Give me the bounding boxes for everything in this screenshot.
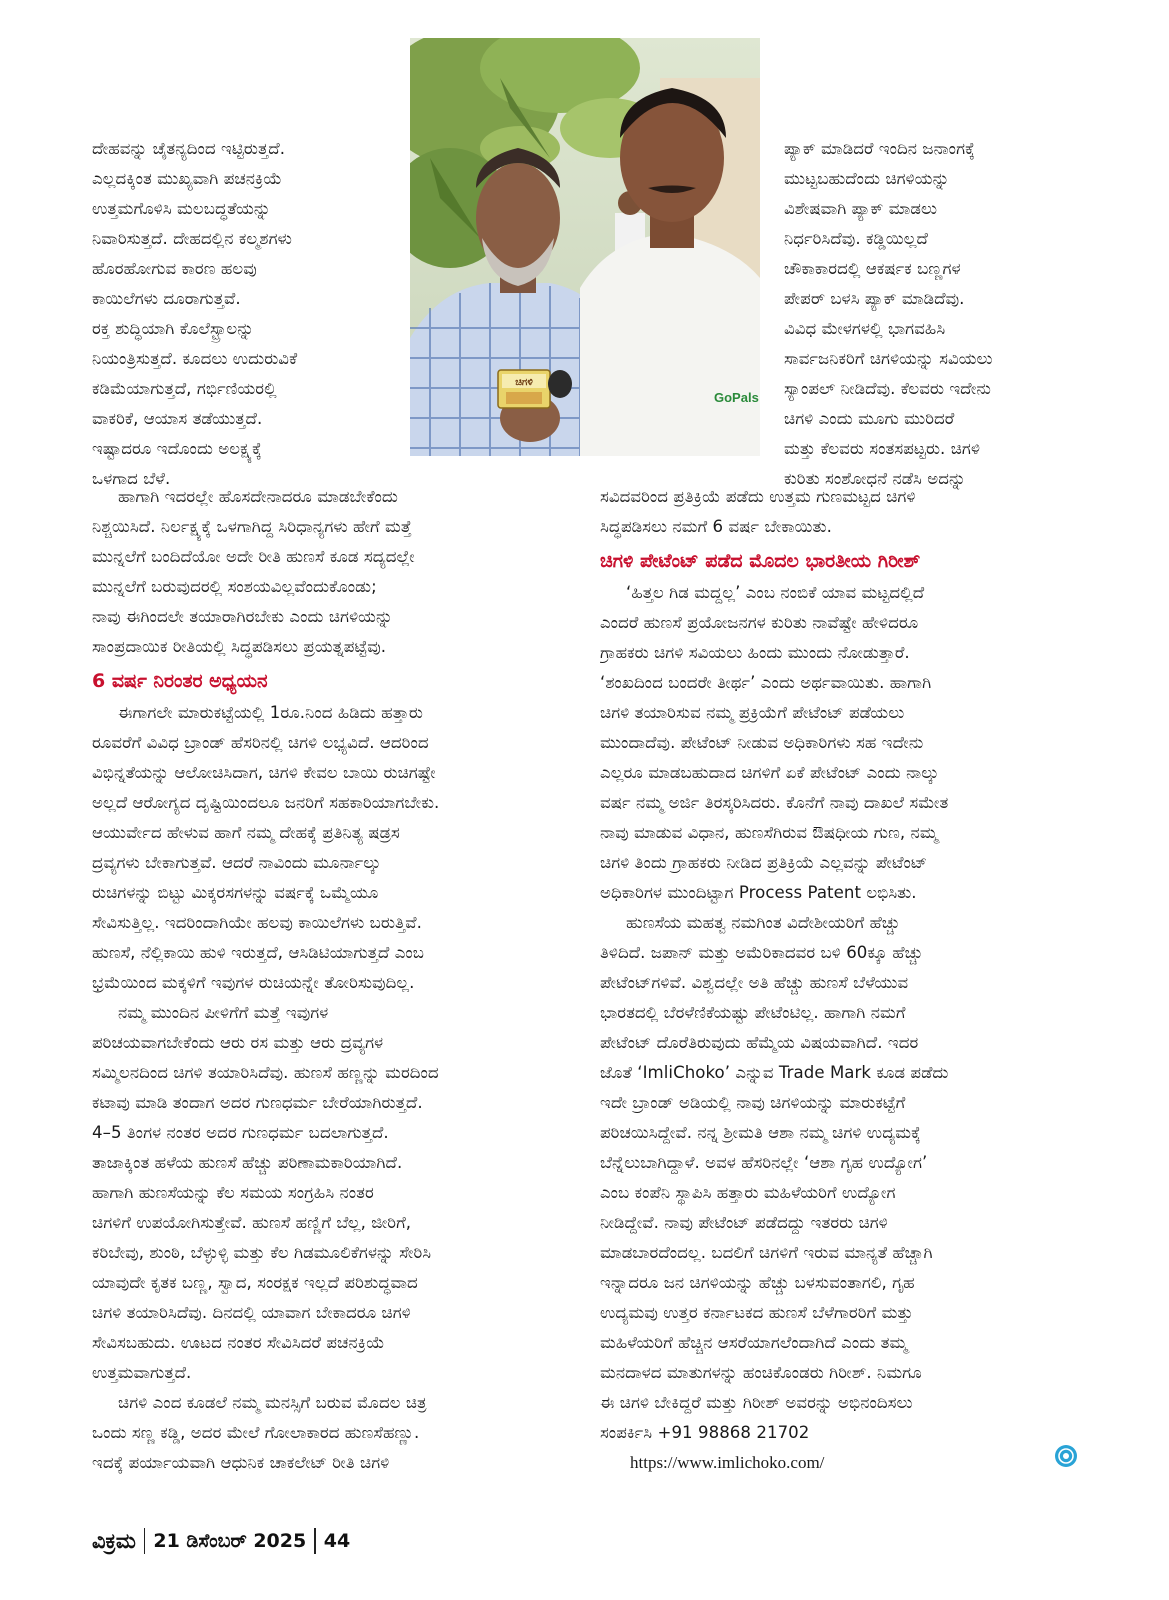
column-top-right: [784, 134, 1066, 494]
issue-date: 21 ಡಿಸೆಂಬರ್ 2025: [153, 1530, 307, 1552]
text-line: ಚಿಗಳಿ ಎಂದ ಕೂಡಲೆ ನಮ್ಮ ಮನಸ್ಸಿಗೆ ಬರುವ ಮೊದಲ ಚಿತ್ರ: [118, 1393, 427, 1412]
text-line: ಮನದಾಳದ ಮಾತುಗಳನ್ನು ಹಂಚಿಕೊಂಡರು ಗಿರೀಶ್. ನಿಮಗೂ: [600, 1363, 922, 1382]
text-line: ನಾವು ಮಾಡುವ ವಿಧಾನ, ಹುಣಸೆಗಿರುವ ಔಷಧೀಯ ಗುಣ, ನಮ್ಮ: [600, 823, 938, 842]
text-line: ನಿಶ್ಚಯಿಸಿದೆ. ನಿರ್ಲಕ್ಷ್ಯಕ್ಕೆ ಒಳಗಾಗಿದ್ದ ಸಿರಿಧಾನ್ಯಗಳು ಹೇಗೆ ಮತ್ತೆ: [92, 517, 412, 536]
text-line: ಹಾಗಾಗಿ ಹುಣಸೆಯನ್ನು ಕೆಲ ಸಮಯ ಸಂಗ್ರಹಿಸಿ ನಂತರ: [92, 1183, 374, 1202]
text-line: ಪೇಪರ್ ಬಳಸಿ ಪ್ಯಾಕ್ ಮಾಡಿದೆವು.: [784, 289, 965, 308]
text-line: ರುಚಿಗಳನ್ನು ಬಿಟ್ಟು ಮಿಕ್ಕರಸಗಳನ್ನು ವರ್ಷಕ್ಕೆ ಒಮ್ಮೆಯೂ: [92, 883, 379, 902]
text-line: ‘ಹಿತ್ತಲ ಗಿಡ ಮದ್ದಲ್ಲ’ ಎಂಬ ನಂಬಿಕೆ ಯಾವ ಮಟ್ಟದಲ್ಲಿದೆ: [626, 583, 925, 602]
text-line: ನಿಯಂತ್ರಿಸುತ್ತದೆ. ಕೂದಲು ಉದುರುವಿಕೆ: [92, 349, 298, 368]
text-line: ತಾಜಾಕ್ಕಿಂತ ಹಳೆಯ ಹುಣಸೆ ಹೆಚ್ಚು ಪರಿಣಾಮಕಾರಿಯಾಗಿದೆ.: [92, 1153, 403, 1172]
text-line: ವಿಭಿನ್ನತೆಯನ್ನು ಆಲೋಚಿಸಿದಾಗ, ಚಿಗಳಿ ಕೇವಲ ಬಾಯಿ ರುಚಿಗಷ್ಟೇ: [92, 763, 436, 782]
text-line: ತಿಳಿದಿದೆ. ಜಪಾನ್ ಮತ್ತು ಅಮೆರಿಕಾದವರ ಬಳಿ 60ಕ್ಕೂ ಹೆಚ್ಚು: [600, 943, 923, 962]
paragraph-chocolate: [92, 1388, 566, 1478]
page-number: 44: [323, 1530, 351, 1552]
footer-divider: [144, 1528, 146, 1554]
text-line: ರೂವರೆಗೆ ವಿವಿಧ ಬ್ರಾಂಡ್ ಹೆಸರಿನಲ್ಲಿ ಚಿಗಳಿ ಲಭ್ಯವಿದೆ. ಆದರಿಂದ: [92, 733, 429, 752]
text-line: ಅಧಿಕಾರಿಗಳ ಮುಂದಿಟ್ಟಾಗ Process Patent ಲಭಿಸಿತು.: [600, 883, 917, 902]
text-line: ಇದಕ್ಕೆ ಪರ್ಯಾಯವಾಗಿ ಆಧುನಿಕ ಚಾಕಲೇಟ್ ರೀತಿ ಚಿಗಳಿ: [92, 1453, 390, 1472]
text-line: ಚೌಕಾಕಾರದಲ್ಲಿ ಆಕರ್ಷಕ ಬಣ್ಣಗಳ: [784, 259, 961, 278]
text-line: ಆಯುರ್ವೇದ ಹೇಳುವ ಹಾಗೆ ನಮ್ಮ ದೇಹಕ್ಕೆ ಪ್ರತಿನಿತ್ಯ ಷಡ್ರಸ: [92, 823, 400, 842]
text-line: ಎಂದರೆ ಹುಣಸೆ ಪ್ರಯೋಜನಗಳ ಕುರಿತು ನಾವೆಷ್ಟೇ ಹೇಳಿದರೂ: [600, 613, 919, 632]
text-line: ಉತ್ತಮವಾಗುತ್ತದೆ.: [92, 1363, 192, 1382]
paragraph-feedback: [600, 482, 1066, 542]
text-line: ನೀಡಿದ್ದೇವೆ. ನಾವು ಪೇಟೆಂಟ್ ಪಡೆದದ್ದು ಇತರರು ಚಿಗಳಿ: [600, 1213, 888, 1232]
text-line: ಸಿದ್ಧಪಡಿಸಲು ನಮಗೆ 6 ವರ್ಷ ಬೇಕಾಯಿತು.: [600, 517, 832, 536]
text-line: ವಾಕರಿಕೆ, ಆಯಾಸ ತಡೆಯುತ್ತದೆ.: [92, 409, 263, 428]
heading-patent: ಚಿಗಳಿ ಪೇಟೆಂಟ್ ಪಡೆದ ಮೊದಲ ಭಾರತೀಯ ಗಿರೀಶ್: [600, 550, 921, 572]
end-of-article-icon: [1054, 1444, 1078, 1468]
text-line: ಬೆನ್ನೆಲುಬಾಗಿದ್ದಾಳೆ. ಅವಳ ಹೆಸರಿನಲ್ಲೇ ‘ಆಶಾ ಗೃಹ ಉದ್ಯೋಗ’: [600, 1153, 928, 1172]
text-line: ಕುರಿತು ಸಂಶೋಧನೆ ನಡೆಸಿ ಅದನ್ನು: [784, 469, 966, 488]
footer-divider: [314, 1528, 316, 1554]
text-line: ಪೇಟೆಂಟ್‌ಗಳಿವೆ. ವಿಶ್ವದಲ್ಲೇ ಅತಿ ಹೆಚ್ಚು ಹುಣಸೆ ಬೆಳೆಯುವ: [600, 973, 909, 992]
column-top-left: [92, 134, 392, 494]
text-line: ಮುನ್ನಲೆಗೆ ಬರುವುದರಲ್ಲಿ ಸಂಶಯವಿಲ್ಲವೆಂದುಕೊಂಡು;: [92, 577, 377, 596]
text-line: ‘ಶಂಖದಿಂದ ಬಂದರೇ ತೀರ್ಥ’ ಎಂದು ಅರ್ಥವಾಯಿತು. ಹಾಗಾಗಿ: [600, 673, 932, 692]
column-left: [92, 482, 566, 1478]
text-line: ಸೇವಿಸುತ್ತಿಲ್ಲ. ಇದರಿಂದಾಗಿಯೇ ಹಲವು ಕಾಯಿಲೆಗಳು ಬರುತ್ತಿವೆ.: [92, 913, 422, 932]
text-line: ಪರಿಚಯವಾಗಬೇಕೆಂದು ಆರು ರಸ ಮತ್ತು ಆರು ದ್ರವ್ಯಗಳ: [92, 1033, 384, 1052]
text-line: ಗ್ರಾಹಕರು ಚಿಗಳಿ ಸವಿಯಲು ಹಿಂದು ಮುಂದು ನೋಡುತ್ತಾರೆ.: [600, 643, 910, 662]
text-line: ಒಂದು ಸಣ್ಣ ಕಡ್ಡಿ, ಅದರ ಮೇಲೆ ಗೋಲಾಕಾರದ ಹುಣಸೆಹಣ್ಣು.: [92, 1423, 420, 1442]
magazine-name: ವಿಕ್ರಮ: [92, 1529, 136, 1553]
text-line: ನಿರ್ಧರಿಸಿದೆವು. ಕಡ್ಡಿಯಿಲ್ಲದೆ: [784, 229, 928, 248]
paragraph-patent: [600, 578, 1066, 908]
text-line: ಹುಣಸೆ, ನೆಲ್ಲಿಕಾಯಿ ಹುಳಿ ಇರುತ್ತದೆ, ಆಸಿಡಿಟಿಯಾಗುತ್ತದೆ ಎಂಬ: [92, 943, 425, 962]
text-line: ವಿಶೇಷವಾಗಿ ಪ್ಯಾಕ್ ಮಾಡಲು: [784, 199, 938, 218]
paragraph-market: [92, 698, 566, 998]
shirt-logo: GoPals: [714, 390, 759, 405]
text-line: ಕರಿಬೇವು, ಶುಂಠಿ, ಬೆಳ್ಳುಳ್ಳಿ ಮತ್ತು ಕೆಲ ಗಿಡಮೂಲಿಕೆಗಳನ್ನು ಸೇರಿಸಿ: [92, 1243, 432, 1262]
text-line: ನಾವು ಈಗಿಂದಲೇ ತಯಾರಾಗಿರಬೇಕು ಎಂದು ಚಿಗಳಿಯನ್ನು: [92, 607, 393, 626]
text-line: ಇನ್ನಾದರೂ ಜನ ಚಿಗಳಿಯನ್ನು ಹೆಚ್ಚು ಬಳಸುವಂತಾಗಲಿ, ಗೃಹ: [600, 1273, 915, 1292]
text-line: ಚಿಗಳಿ ತಯಾರಿಸುವ ನಮ್ಮ ಪ್ರಕ್ರಿಯೆಗೆ ಪೇಟೆಂಟ್ ಪಡೆಯಲು: [600, 703, 905, 722]
text-line: ಹುಣಸೆಯ ಮಹತ್ವ ನಮಗಿಂತ ವಿದೇಶೀಯರಿಗೆ ಹೆಚ್ಚು: [626, 913, 901, 932]
text-line: ಈಗಾಗಲೇ ಮಾರುಕಟ್ಟೆಯಲ್ಲಿ 1ರೂ.ನಿಂದ ಹಿಡಿದು ಹತ್ತಾರು: [118, 703, 423, 722]
text-line: ವರ್ಷ ನಮ್ಮ ಅರ್ಜಿ ತಿರಸ್ಕರಿಸಿದರು. ಕೊನೆಗೆ ನಾವು ದಾಖಲೆ ಸಮೇತ: [600, 793, 949, 812]
text-line: ವಿವಿಧ ಮೇಳಗಳಲ್ಲಿ ಭಾಗವಹಿಸಿ: [784, 319, 946, 338]
text-line: ಸಂಪರ್ಕಿಸಿ +91 98868 21702: [600, 1423, 810, 1442]
text-line: ಮುಟ್ಟಬಹುದೆಂದು ಚಿಗಳಿಯನ್ನು: [784, 169, 950, 188]
text-line: ಪೇಟೆಂಟ್ ದೊರೆತಿರುವುದು ಹೆಮ್ಮೆಯ ವಿಷಯವಾಗಿದೆ. ಇದರ: [600, 1033, 919, 1052]
text-line: ಇದೇ ಬ್ರಾಂಡ್ ಅಡಿಯಲ್ಲಿ ನಾವು ಚಿಗಳಿಯನ್ನು ಮಾರುಕಟ್ಟೆಗೆ: [600, 1093, 906, 1112]
text-line: ರಕ್ತ ಶುದ್ಧಿಯಾಗಿ ಕೊಲೆಸ್ಟ್ರಾಲನ್ನು: [92, 319, 254, 338]
text-line: ದ್ರವ್ಯಗಳು ಬೇಕಾಗುತ್ತವೆ. ಆದರೆ ನಾವಿಂದು ಮೂರ್ನಾಲ್ಕು: [92, 853, 381, 872]
text-line: ಮಹಿಳೆಯರಿಗೆ ಹೆಚ್ಚಿನ ಆಸರೆಯಾಗಲೆಂದಾಗಿದೆ ಎಂದು ತಮ್ಮ: [600, 1333, 908, 1352]
text-line: ಹೊರಹೋಗುವ ಕಾರಣ ಹಲವು: [92, 259, 257, 278]
text-line: ಪ್ಯಾಕ್ ಮಾಡಿದರೆ ಇಂದಿನ ಜನಾಂಗಕ್ಕೆ: [784, 139, 975, 158]
text-line: ಪರಿಚಯಿಸಿದ್ದೇವೆ. ನನ್ನ ಶ್ರೀಮತಿ ಆಶಾ ನಮ್ಮ ಚಿಗಳಿ ಉದ್ಯಮಕ್ಕೆ: [600, 1123, 921, 1142]
text-line: ಎಲ್ಲದಕ್ಕಿಂತ ಮುಖ್ಯವಾಗಿ ಪಚನಕ್ರಿಯೆ: [92, 169, 283, 188]
text-line: ಕಟಾವು ಮಾಡಿ ತಂದಾಗ ಅದರ ಗುಣಧರ್ಮ ಬೇರೆಯಾಗಿರುತ್ತದೆ.: [92, 1093, 423, 1112]
text-line: ಭ್ರಮೆಯಿಂದ ಮಕ್ಕಳಿಗೆ ಇವುಗಳ ರುಚಿಯನ್ನೇ ತೋರಿಸುವುದಿಲ್ಲ.: [92, 973, 415, 992]
paragraph-preparation: [92, 998, 566, 1388]
text-line: ಎಲ್ಲರೂ ಮಾಡಬಹುದಾದ ಚಿಗಳಿಗೆ ಏಕೆ ಪೇಟೆಂಟ್ ಎಂದು ನಾಲ್ಕು: [600, 763, 939, 782]
text-line: ಚಿಗಳಿಗೆ ಉಪಯೋಗಿಸುತ್ತೇವೆ. ಹುಣಸೆ ಹಣ್ಣಿಗೆ ಬೆಲ್ಲ, ಜೀರಿಗೆ,: [92, 1213, 412, 1232]
page-footer: [92, 1526, 350, 1556]
text-line: ಸೇವಿಸಬಹುದು. ಊಟದ ನಂತರ ಸೇವಿಸಿದರೆ ಪಚನಕ್ರಿಯೆ: [92, 1333, 385, 1352]
text-line: ಸ್ಯಾಂಪಲ್ ನೀಡಿದೆವು. ಕೆಲವರು ಇದೇನು: [784, 379, 991, 398]
text-line: ಚಿಗಳಿ ತಿಂದು ಗ್ರಾಹಕರು ನೀಡಿದ ಪ್ರತಿಕ್ರಿಯೆ ಎಲ್ಲವನ್ನು ಪೇಟೆಂಟ್: [600, 853, 928, 872]
text-line: ಸಾಂಪ್ರದಾಯಿಕ ರೀತಿಯಲ್ಲಿ ಸಿದ್ಧಪಡಿಸಲು ಪ್ರಯತ್ನಪಟ್ಟೆವು.: [92, 637, 387, 656]
text-line: ಇಷ್ಟಾದರೂ ಇದೊಂದು ಅಲಕ್ಷ್ಯಕ್ಕೆ: [92, 439, 262, 458]
text-line: ಜೊತೆ ‘ImliChoko’ ಎನ್ನುವ Trade Mark ಕೂಡ ಪಡೆದು: [600, 1063, 949, 1082]
text-line: ಸವಿದವರಿಂದ ಪ್ರತಿಕ್ರಿಯೆ ಪಡೆದು ಉತ್ತಮ ಗುಣಮಟ್ಟದ ಚಿಗಳಿ: [600, 487, 916, 506]
text-line: 4–5 ತಿಂಗಳ ನಂತರ ಅದರ ಗುಣಧರ್ಮ ಬದಲಾಗುತ್ತದೆ.: [92, 1123, 389, 1142]
text-line: ಒಳಗಾದ ಬೆಳೆ.: [92, 469, 171, 488]
text-line: ಯಾವುದೇ ಕೃತಕ ಬಣ್ಣ, ಸ್ವಾದ, ಸಂರಕ್ಷಕ ಇಲ್ಲದೆ ಪರಿಶುದ್ಧವಾದ: [92, 1273, 418, 1292]
article-photo: [410, 38, 760, 456]
text-line: ಚಿಗಳಿ ಎಂದು ಮೂಗು ಮುರಿದರೆ: [784, 409, 955, 428]
text-line: ಅಲ್ಲದೆ ಆರೋಗ್ಯದ ದೃಷ್ಟಿಯಿಂದಲೂ ಜನರಿಗೆ ಸಹಕಾರಿಯಾಗಬೇಕು.: [92, 793, 440, 812]
pack-label: ಚಿಗಳಿ: [515, 377, 533, 388]
text-line: ದೇಹವನ್ನು ಚೈತನ್ಯದಿಂದ ಇಟ್ಟಿರುತ್ತದೆ.: [92, 139, 286, 158]
paragraph-importance: [600, 908, 1066, 1448]
website-link[interactable]: https://www.imlichoko.com/: [630, 1453, 825, 1472]
text-line: ನಮ್ಮ ಮುಂದಿನ ಪೀಳಿಗೆಗೆ ಮತ್ತೆ ಇವುಗಳ: [118, 1003, 329, 1022]
text-line: ಮುಂದಾದೆವು. ಪೇಟೆಂಟ್ ನೀಡುವ ಅಧಿಕಾರಿಗಳು ಸಹ ಇದೇನು: [600, 733, 924, 752]
column-right: [600, 482, 1066, 1478]
text-line: ಮುನ್ನಲೆಗೆ ಬಂದಿದೆಯೋ ಅದೇ ರೀತಿ ಹುಣಸೆ ಕೂಡ ಸದ್ಯದಲ್ಲೇ: [92, 547, 415, 566]
text-line: ಹಾಗಾಗಿ ಇದರಲ್ಲೇ ಹೊಸದೇನಾದರೂ ಮಾಡಬೇಕೆಂದು: [118, 487, 398, 506]
paragraph-decision: [92, 482, 566, 662]
text-line: ಭಾರತದಲ್ಲಿ ಬೆರಳೆಣಿಕೆಯಷ್ಟು ಪೇಟೆಂಟಿಲ್ಲ. ಹಾಗಾಗಿ ನಮಗೆ: [600, 1003, 906, 1022]
text-line: ಉತ್ತಮಗೊಳಿಸಿ ಮಲಬದ್ಧತೆಯನ್ನು: [92, 199, 271, 218]
text-line: ನಿವಾರಿಸುತ್ತದೆ. ದೇಹದಲ್ಲಿನ ಕಲ್ಮಶಗಳು: [92, 229, 292, 248]
heading-six-year-study: 6 ವರ್ಷ ನಿರಂತರ ಅಧ್ಯಯನ: [92, 670, 268, 692]
text-line: ಈ ಚಿಗಳಿ ಬೇಕಿದ್ದರೆ ಮತ್ತು ಗಿರೀಶ್ ಅವರನ್ನು ಅಭಿನಂದಿಸಲು: [600, 1393, 913, 1412]
text-line: ಸಮ್ಮಿಲನದಿಂದ ಚಿಗಳಿ ತಯಾರಿಸಿದೆವು. ಹುಣಸೆ ಹಣ್ಣನ್ನು ಮರದಿಂದ: [92, 1063, 439, 1082]
text-line: ಸಾರ್ವಜನಿಕರಿಗೆ ಚಿಗಳಿಯನ್ನು ಸವಿಯಲು: [784, 349, 993, 368]
text-line: ಕಾಯಿಲೆಗಳು ದೂರಾಗುತ್ತವೆ.: [92, 289, 241, 308]
text-line: ಚಿಗಳಿ ತಯಾರಿಸಿದೆವು. ದಿನದಲ್ಲಿ ಯಾವಾಗ ಬೇಕಾದರೂ ಚಿಗಳಿ: [92, 1303, 411, 1322]
text-line: ಮತ್ತು ಕೆಲವರು ಸಂತಸಪಟ್ಟರು. ಚಿಗಳಿ: [784, 439, 981, 458]
text-line: ಎಂಬ ಕಂಪೆನಿ ಸ್ಥಾಪಿಸಿ ಹತ್ತಾರು ಮಹಿಳೆಯರಿಗೆ ಉದ್ಯೋಗ: [600, 1183, 896, 1202]
text-line: ಮಾಡಬಾರದೆಂದಲ್ಲ. ಬದಲಿಗೆ ಚಿಗಳಿಗೆ ಇರುವ ಮಾನ್ಯತೆ ಹೆಚ್ಚಾಗಿ: [600, 1243, 933, 1262]
text-line: ಕಡಿಮೆಯಾಗುತ್ತದೆ, ಗರ್ಭಿಣಿಯರಲ್ಲಿ: [92, 379, 277, 398]
text-line: ಉದ್ಯಮವು ಉತ್ತರ ಕರ್ನಾಟಕದ ಹುಣಸೆ ಬೆಳೆಗಾರರಿಗೆ ಮತ್ತು: [600, 1303, 913, 1322]
